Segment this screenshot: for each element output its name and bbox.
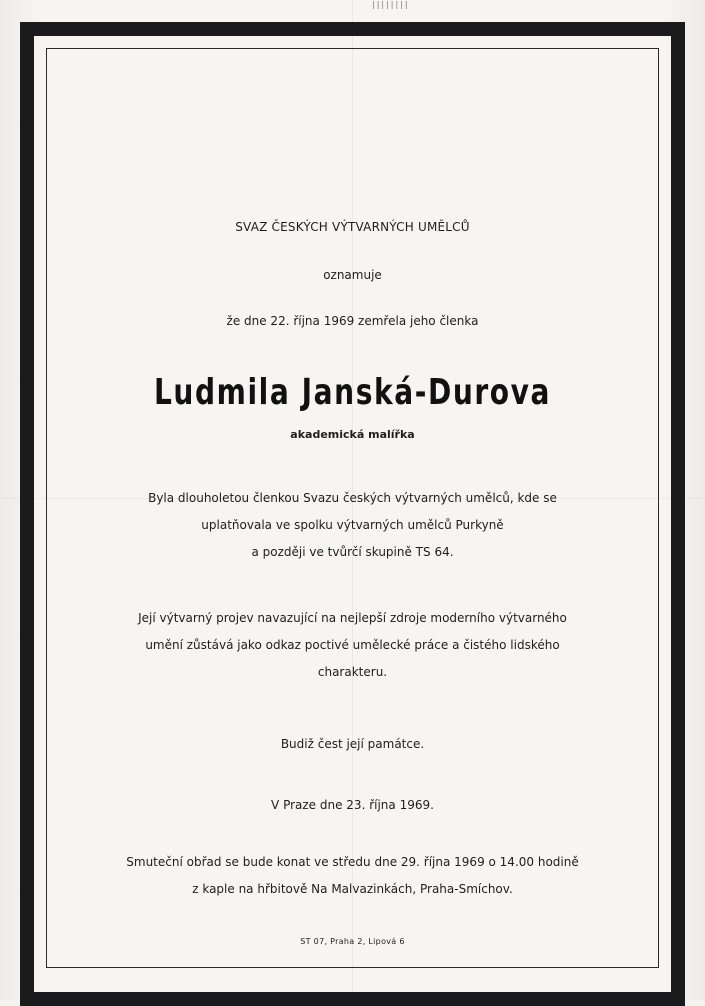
biography-line: a později ve tvůrčí skupině TS 64. (251, 545, 454, 559)
legacy-line: charakteru. (317, 665, 388, 679)
biography-line: Byla dlouholetou členkou Svazu českých výtvarných umělců, kde se (148, 491, 557, 505)
biography-line: uplatňovala ve spolku výtvarných umělců Purkyně (201, 518, 504, 532)
deceased-title: akademická malířka (290, 428, 415, 441)
ceremony-line: Smuteční obřad se bude konat ve středu dne 29. října 1969 o 14.00 hodině (126, 855, 579, 869)
deceased-name: Ludmila Janská-Durova (153, 372, 552, 413)
legacy-line: umění zůstává jako odkaz poctivé umělecké práce a čistého lidského (145, 638, 560, 652)
legacy-line: Její výtvarný projev navazující na nejlepší zdroje moderního výtvarného (138, 611, 567, 625)
biography-paragraph (0, 485, 705, 566)
place-date-line: V Praze dne 23. října 1969. (271, 798, 434, 812)
organization-heading: SVAZ ČESKÝCH VÝTVARNÝCH UMĚLCŮ (235, 220, 470, 234)
announce-text: oznamuje (323, 268, 382, 282)
ceremony-paragraph (0, 849, 705, 903)
legacy-paragraph (0, 605, 705, 686)
ceremony-line: z kaple na hřbitově Na Malvazinkách, Praha-Smíchov. (192, 882, 513, 896)
death-date-line: že dne 22. října 1969 zemřela jeho členka (226, 314, 479, 328)
printer-imprint: ST 07, Praha 2, Lipová 6 (300, 937, 405, 946)
honor-line: Budiž čest její památce. (280, 737, 425, 751)
top-edge-marks: |||||||| (372, 0, 410, 9)
